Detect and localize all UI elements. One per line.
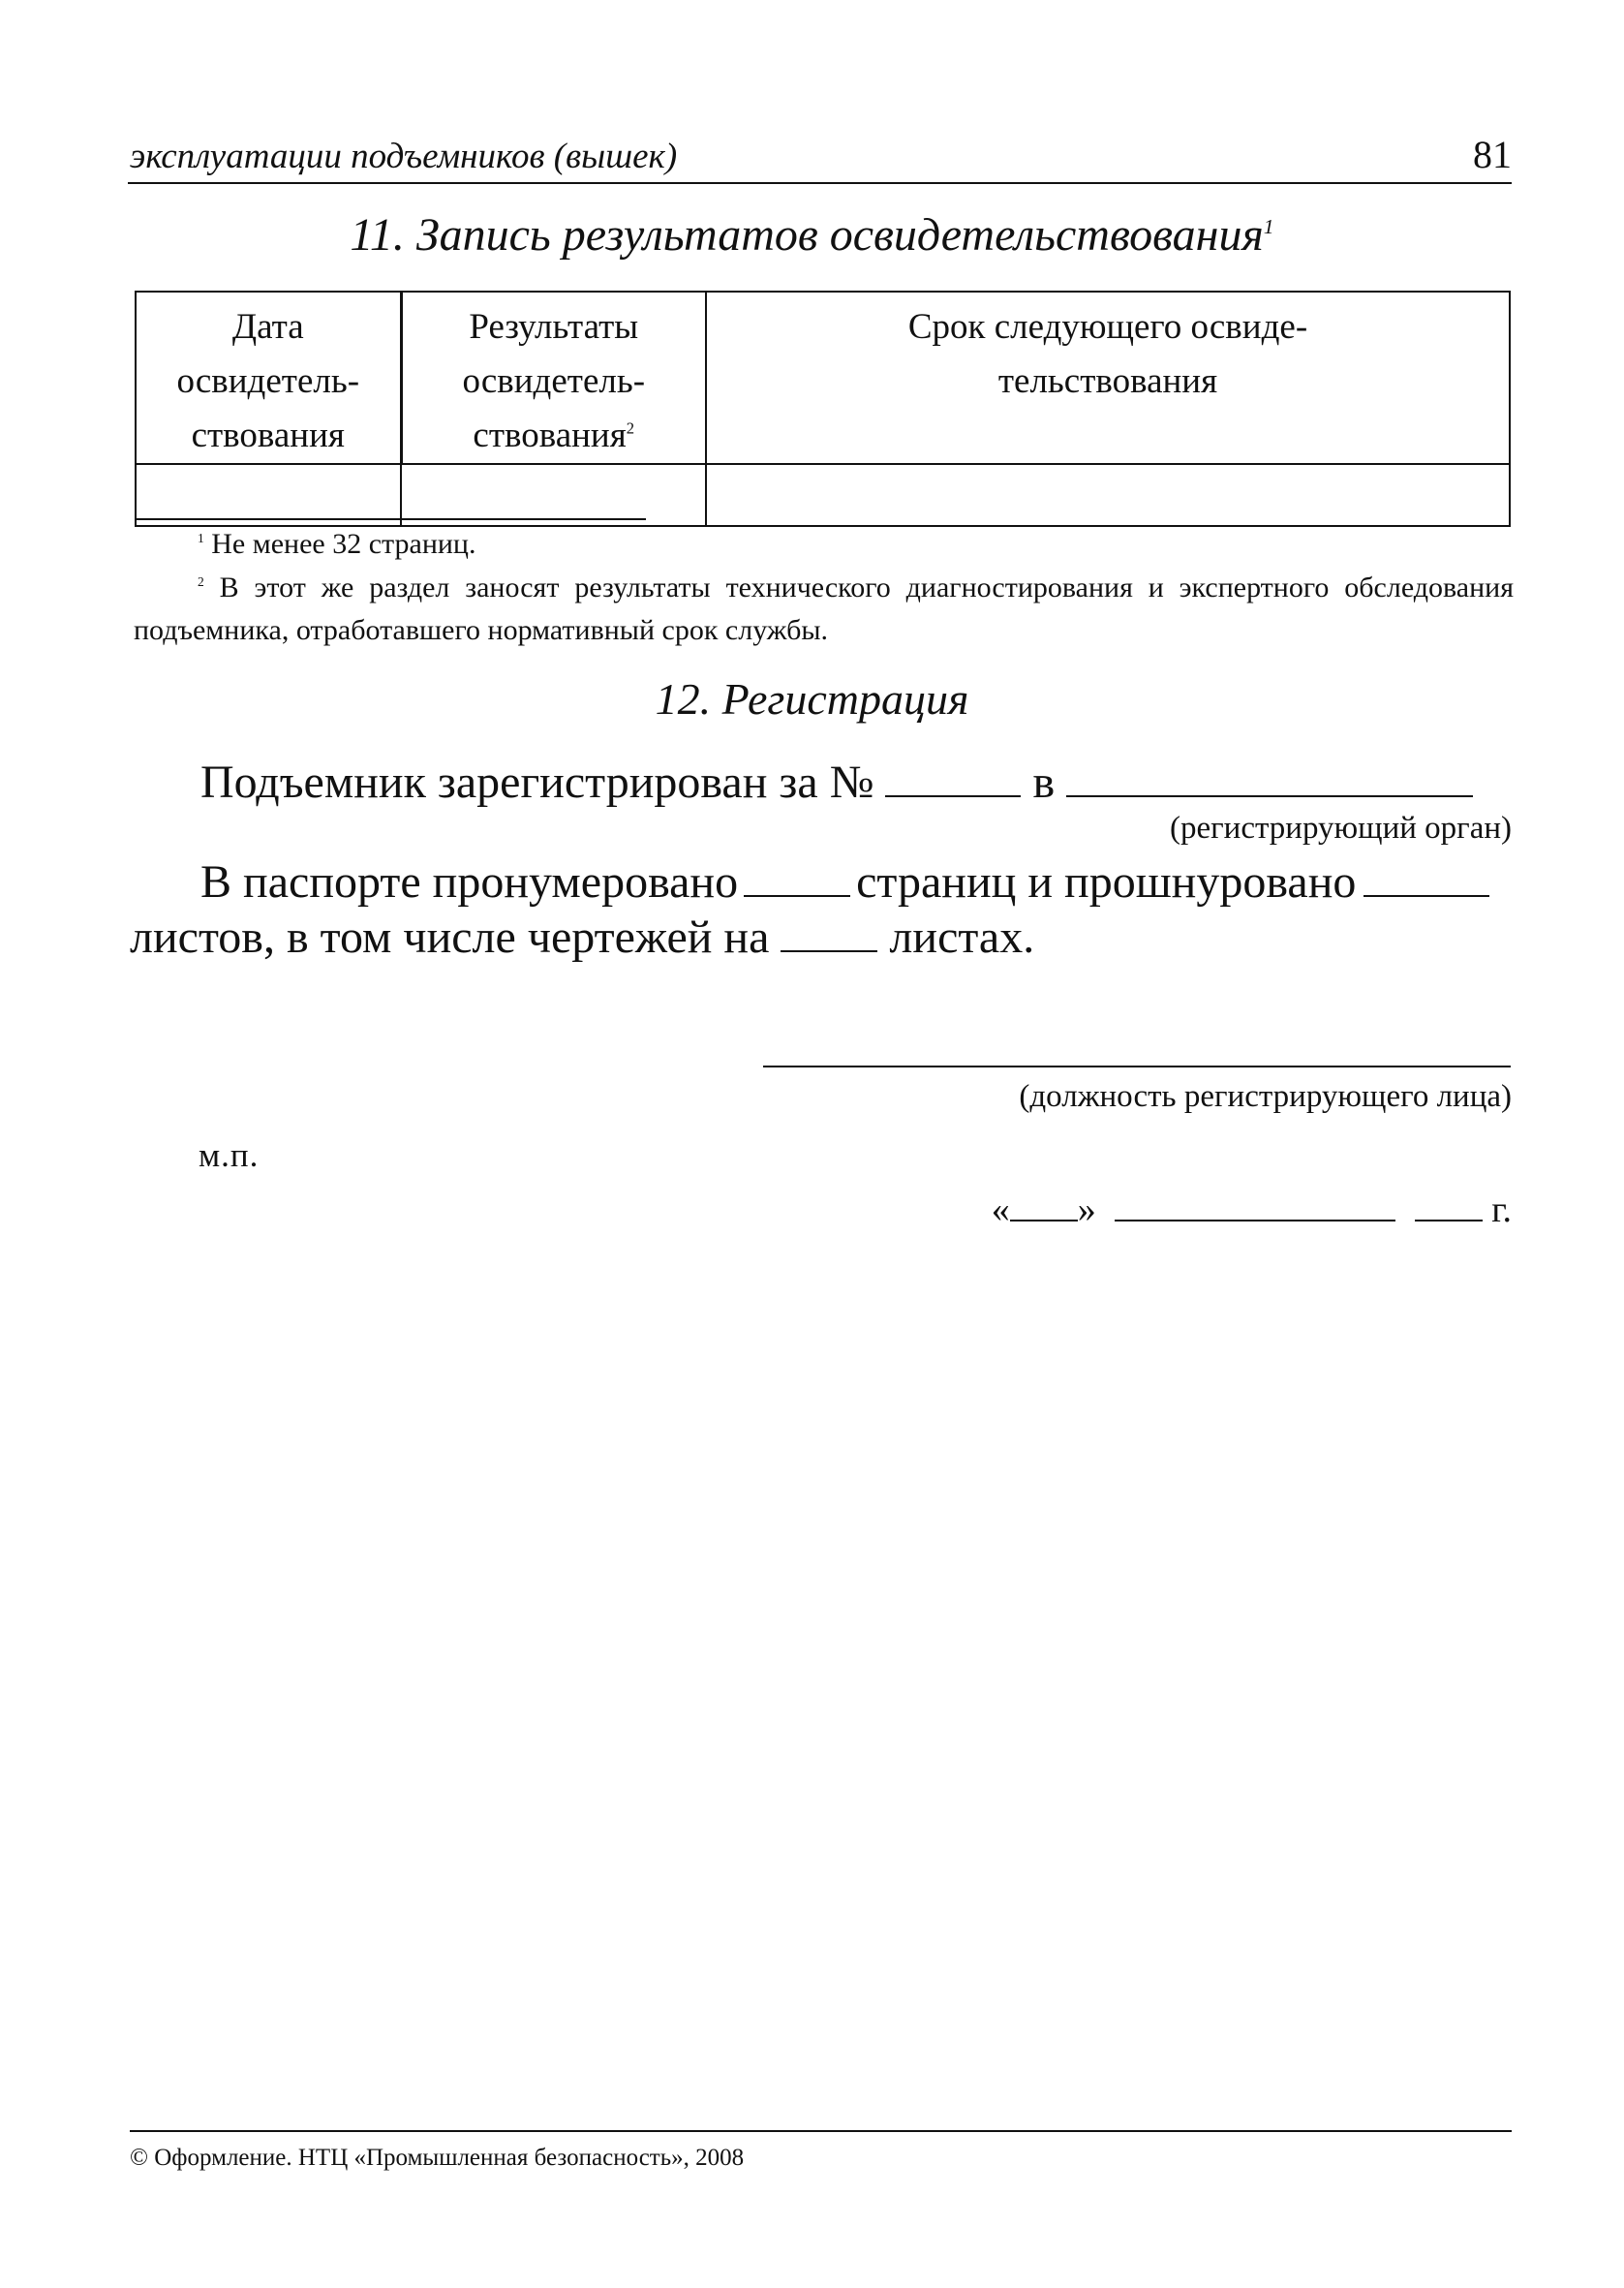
table-header-row bbox=[136, 292, 1510, 464]
date-line bbox=[992, 1187, 1512, 1231]
in-word: в bbox=[1032, 757, 1056, 808]
column-label: Дата освидетель- ствования bbox=[176, 307, 360, 455]
year-field[interactable] bbox=[1415, 1187, 1483, 1221]
registration-number-field[interactable] bbox=[885, 757, 1021, 797]
section-12-title: 12. Регистрация bbox=[655, 674, 969, 724]
table-row bbox=[136, 464, 1510, 526]
day-field[interactable] bbox=[1010, 1187, 1078, 1221]
position-field[interactable] bbox=[763, 1066, 1511, 1067]
pages-numbered-field[interactable] bbox=[744, 856, 850, 897]
passport-text-3: листов, в том числе чертежей на bbox=[130, 912, 770, 963]
table-header-cell-results bbox=[401, 292, 706, 464]
passport-text-1: В паспорте пронумеровано bbox=[200, 856, 739, 908]
section-11-footnote-ref: 1 bbox=[1263, 215, 1274, 238]
open-quote: « bbox=[991, 1190, 1010, 1230]
footer-rule bbox=[130, 2130, 1512, 2132]
sheets-laced-field[interactable] bbox=[1364, 856, 1489, 897]
table-header-cell-next-date bbox=[706, 292, 1510, 464]
inspection-record-table bbox=[135, 291, 1511, 527]
section-11-title bbox=[0, 208, 1624, 262]
passport-text-2: страниц и прошнуровано bbox=[856, 856, 1357, 908]
table-cell[interactable] bbox=[136, 464, 401, 526]
table-cell[interactable] bbox=[706, 464, 1510, 526]
header-rule bbox=[128, 182, 1512, 184]
running-title: эксплуатации подъемников (вышек) bbox=[130, 137, 678, 176]
drawings-sheets-field[interactable] bbox=[781, 912, 877, 952]
passport-line-2 bbox=[130, 911, 1034, 964]
stamp-label: м.п. bbox=[199, 1136, 260, 1174]
footnote-mark: 2 bbox=[198, 574, 204, 589]
close-quote: » bbox=[1077, 1190, 1096, 1230]
position-caption: (должность регистрирующего лица) bbox=[1019, 1079, 1512, 1114]
column-note: 2 bbox=[626, 418, 635, 438]
column-label: Срок следующего освиде- тельствования bbox=[907, 307, 1308, 401]
year-suffix: г. bbox=[1491, 1190, 1512, 1230]
page-number: 81 bbox=[1473, 133, 1512, 176]
registering-body-caption: (регистрирующий орган) bbox=[1170, 811, 1512, 846]
registration-line bbox=[200, 756, 1473, 809]
section-11-title-text: 11. Запись результатов освидетельствования bbox=[350, 209, 1264, 261]
passport-text-4: листах. bbox=[889, 912, 1035, 963]
registration-text: Подъемник зарегистрирован за № bbox=[200, 757, 874, 808]
footnote-rule bbox=[135, 518, 646, 520]
footnote-2 bbox=[134, 567, 1514, 652]
passport-line-1 bbox=[200, 855, 1489, 909]
footnote-text: В этот же раздел заносят результаты технического диагностирования и экспертного обследования подъемника, отработавшего нормативный срок службы. bbox=[134, 572, 1514, 646]
month-field[interactable] bbox=[1115, 1187, 1395, 1221]
table-header-cell-date bbox=[136, 292, 401, 464]
footnote-mark: 1 bbox=[198, 531, 204, 545]
footer-copyright: © Оформление. НТЦ «Промышленная безопасность», 2008 bbox=[130, 2145, 745, 2171]
registering-body-field[interactable] bbox=[1066, 757, 1473, 797]
footnote-1 bbox=[198, 528, 476, 561]
footnote-text: Не менее 32 страниц. bbox=[211, 528, 476, 560]
table-cell[interactable] bbox=[401, 464, 706, 526]
column-label: Результаты освидетель- ствования bbox=[462, 307, 646, 455]
